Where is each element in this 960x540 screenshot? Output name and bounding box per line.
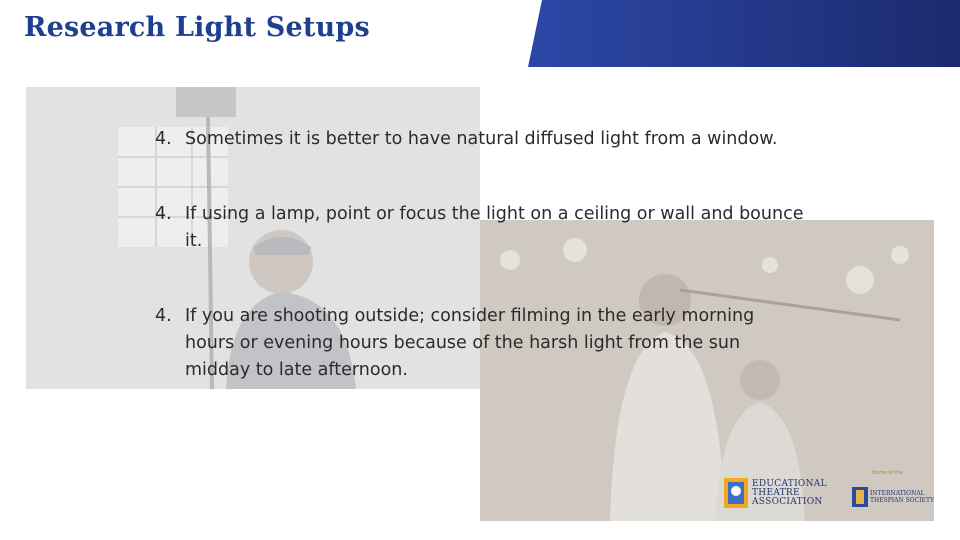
header-band (528, 0, 960, 67)
its-tagline: Home of the (872, 470, 903, 476)
slide-title: Research Light Setups (24, 12, 370, 43)
eta-logo-text: EDUCATIONAL THEATRE ASSOCIATION (752, 479, 827, 507)
tip-text: If using a lamp, point or focus the light on a ceiling or wall and bounce it. (185, 204, 804, 251)
tip-item (155, 303, 805, 384)
tip-text: Sometimes it is better to have natural diffused light from a window. (185, 129, 778, 149)
tip-number: 4. (155, 306, 172, 326)
tips-list (155, 126, 805, 384)
sponsor-logos (724, 470, 934, 512)
its-logo-mark (852, 487, 868, 507)
tip-text: If you are shooting outside; consider filming in the early morning hours or evening hours because of the harsh light from the sun midday to late afternoon. (185, 306, 755, 380)
its-logo-text: INTERNATIONAL THESPIAN SOCIETY (870, 490, 934, 504)
tip-item (155, 126, 805, 153)
tip-number: 4. (155, 129, 172, 149)
tip-item (155, 201, 805, 255)
tip-number: 4. (155, 204, 172, 224)
eta-logo-mark (724, 478, 748, 508)
